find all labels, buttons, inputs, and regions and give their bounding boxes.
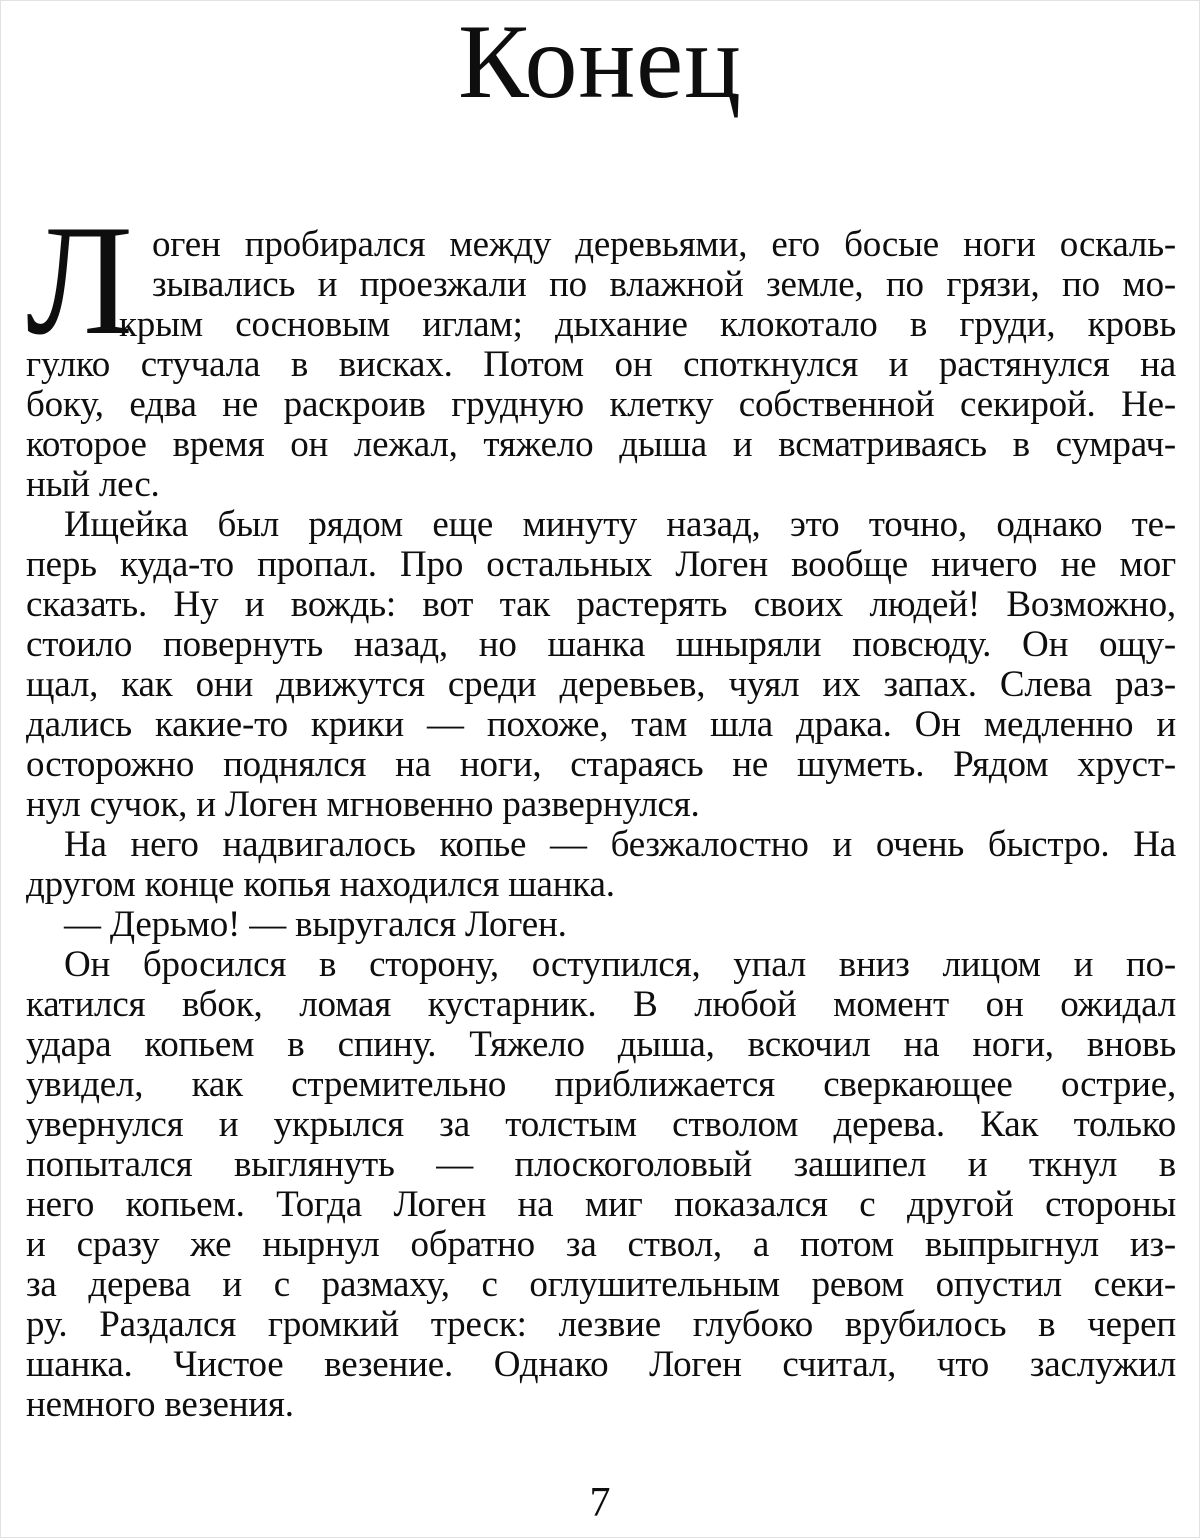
drop-cap: Л bbox=[26, 193, 134, 368]
text-line: немного везения. bbox=[26, 1384, 294, 1425]
text-line: зывались и проезжали по влажной земле, по грязи, по мо- bbox=[152, 264, 1176, 305]
text-line: ру. Раздался громкий треск: лезвие глубоко врубилось в череп bbox=[26, 1304, 1176, 1345]
paragraph bbox=[26, 905, 1176, 945]
text-line: стоило повернуть назад, но шанка шныряли повсюду. Он ощу- bbox=[26, 624, 1176, 665]
paragraph bbox=[26, 193, 1176, 505]
text-line: попытался выглянуть — плоскоголовый зашипел и ткнул в bbox=[26, 1144, 1176, 1185]
text-line: дались какие-то крики — похоже, там шла драка. Он медленно и bbox=[26, 704, 1176, 745]
text-line: увидел, как стремительно приближается сверкающее острие, bbox=[26, 1064, 1176, 1105]
text-line: Ищейка был рядом еще минуту назад, это точно, однако те- bbox=[64, 504, 1176, 545]
text-line: осторожно поднялся на ноги, стараясь не шуметь. Рядом хруст- bbox=[26, 744, 1176, 785]
text-line: Он бросился в сторону, оступился, упал вниз лицом и по- bbox=[64, 944, 1176, 985]
paragraph bbox=[26, 825, 1176, 905]
text-line: боку, едва не раскроив грудную клетку собственной секирой. Не- bbox=[26, 384, 1176, 425]
text-line: увернулся и укрылся за толстым стволом дерева. Как только bbox=[26, 1104, 1176, 1145]
paragraph bbox=[26, 945, 1176, 1425]
text-line: другом конце копья находился шанка. bbox=[26, 864, 615, 905]
text-line: удара копьем в спину. Тяжело дыша, вскочил на ноги, вновь bbox=[26, 1024, 1176, 1065]
text-line: — Дерьмо! — выругался Логен. bbox=[64, 904, 567, 945]
text-line: крым сосновым иглам; дыхание клокотало в груди, кровь bbox=[119, 304, 1176, 345]
text-line: и сразу же нырнул обратно за ствол, а потом выпрыгнул из- bbox=[26, 1224, 1176, 1265]
text-line: На него надвигалось копье — безжалостно и очень быстро. На bbox=[64, 824, 1176, 865]
text-line: перь куда-то пропал. Про остальных Логен вообще ничего не мог bbox=[26, 544, 1176, 585]
text-line: нул сучок, и Логен мгновенно развернулся. bbox=[26, 784, 700, 825]
text-line: сказать. Ну и вождь: вот так растерять своих людей! Возможно, bbox=[26, 584, 1176, 625]
page-number: 7 bbox=[589, 1480, 611, 1526]
chapter-title: Конец bbox=[458, 3, 742, 120]
text-line: ный лес. bbox=[26, 464, 160, 505]
paragraph bbox=[26, 505, 1176, 825]
text-line: щал, как они движутся среди деревьев, чуял их запах. Слева раз- bbox=[26, 664, 1176, 705]
text-line: которое время он лежал, тяжело дыша и всматриваясь в сумрач- bbox=[26, 424, 1176, 465]
text-line: оген пробирался между деревьями, его босые ноги оскаль- bbox=[152, 224, 1176, 265]
text-line: него копьем. Тогда Логен на миг показался с другой стороны bbox=[26, 1184, 1176, 1225]
text-line: шанка. Чистое везение. Однако Логен считал, что заслужил bbox=[26, 1344, 1176, 1385]
text-line: катился вбок, ломая кустарник. В любой момент он ожидал bbox=[26, 984, 1176, 1025]
text-line: за дерева и с размаху, с оглушительным ревом опустил секи- bbox=[26, 1264, 1176, 1305]
text-column bbox=[26, 193, 1176, 1425]
text-line: гулко стучала в висках. Потом он споткнулся и растянулся на bbox=[26, 344, 1176, 385]
